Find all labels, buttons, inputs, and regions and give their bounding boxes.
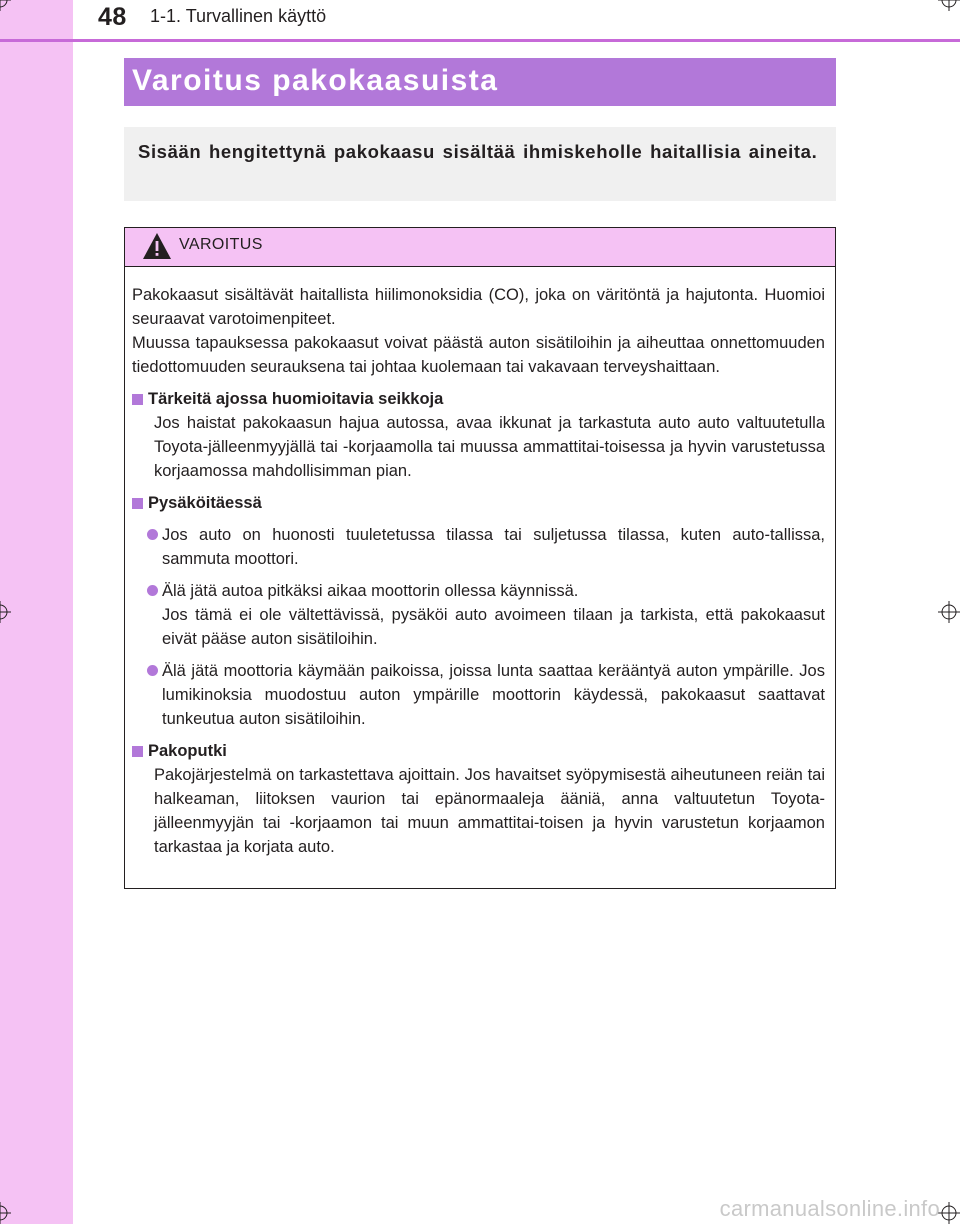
square-bullet-icon (132, 498, 143, 509)
list-item (132, 523, 825, 571)
section-driving (132, 387, 825, 483)
page-number: 48 (98, 3, 127, 31)
section-exhaust-pipe (132, 739, 825, 859)
warning-intro-2: Muussa tapauksessa pakokaasut voivat päästä auton sisätiloihin ja aiheuttaa onnettomuuden tiedottomuuden seurauksena tai johtaa kuolemaan tai vakavaan terveyshaittaan. (132, 334, 825, 376)
section-heading: Tärkeitä ajossa huomioitavia seikkoja (148, 390, 444, 408)
section-heading: Pakoputki (148, 742, 227, 760)
bullet-text: Älä jätä moottoria käymään paikoissa, joissa lunta saattaa kerääntyä auton ympärille. Jos lumikinoksia muodostuu auton ympärille moottorin käydessä, pakokaasut saattavat tunkeutua auton sisätiloihin. (162, 662, 825, 728)
section-heading: Pysäköitäessä (148, 494, 262, 512)
list-item (132, 579, 825, 651)
warning-intro-1: Pakokaasut sisältävät haitallista hiilimonoksidia (CO), joka on väritöntä ja hajutonta. Huomioi seuraavat varotoimenpiteet. (132, 286, 825, 328)
section-text: Jos haistat pakokaasun hajua autossa, avaa ikkunat ja tarkastuta auto auto valtuutetulla Toyota-jälleenmyyjällä tai -korjaamolla tai muussa ammattitai-toisessa ja hyvin varustetussa korjaamossa mahdollisimman pian. (154, 414, 825, 480)
section-text: Pakojärjestelmä on tarkastettava ajoittain. Jos havaitset syöpymisestä aiheutuneen reiän tai halkeaman, liitoksen vaurion tai epänormaaleja ääniä, anna valtuutetun Toyota-jälleenmyyjän tai -korjaamon tai muun ammattitai-toisen ja hyvin varustetun korjaamon tarkastaa ja korjata auto. (154, 766, 825, 856)
warning-body (125, 267, 835, 859)
registration-mark-icon (0, 0, 11, 11)
list-item (132, 659, 825, 731)
warning-header (125, 228, 835, 267)
bullet-text-continued: Jos tämä ei ole vältettävissä, pysäköi auto avoimeen tilaan ja tarkista, että pakokaasut eivät pääse auton sisätiloihin. (162, 606, 825, 648)
circle-bullet-icon (147, 585, 158, 596)
registration-mark-icon (938, 0, 960, 11)
warning-triangle-icon (142, 231, 172, 261)
square-bullet-icon (132, 746, 143, 757)
registration-mark-icon (938, 601, 960, 623)
intro-text: Sisään hengitettynä pakokaasu sisältää ihmiskeholle haitallisia aineita. (138, 141, 818, 162)
bullet-text: Jos auto on huonosti tuuletetussa tilassa tai suljetussa tilassa, kuten auto-tallissa, sammuta moottori. (162, 526, 825, 568)
watermark: carmanualsonline.info (719, 1196, 940, 1221)
circle-bullet-icon (147, 529, 158, 540)
warning-box (124, 227, 836, 889)
registration-mark-icon (938, 1202, 960, 1224)
page-title: Varoitus pakokaasuista (132, 64, 499, 97)
registration-mark-icon (0, 601, 11, 623)
bullet-text: Älä jätä autoa pitkäksi aikaa moottorin ollessa käynnissä. (162, 582, 579, 600)
section-parking (132, 491, 825, 731)
square-bullet-icon (132, 394, 143, 405)
circle-bullet-icon (147, 665, 158, 676)
title-bar (124, 58, 836, 106)
header-divider (0, 39, 960, 42)
registration-mark-icon (0, 1202, 11, 1224)
intro-box (124, 127, 836, 201)
section-title: 1-1. Turvallinen käyttö (150, 6, 327, 26)
warning-label: VAROITUS (179, 236, 263, 253)
